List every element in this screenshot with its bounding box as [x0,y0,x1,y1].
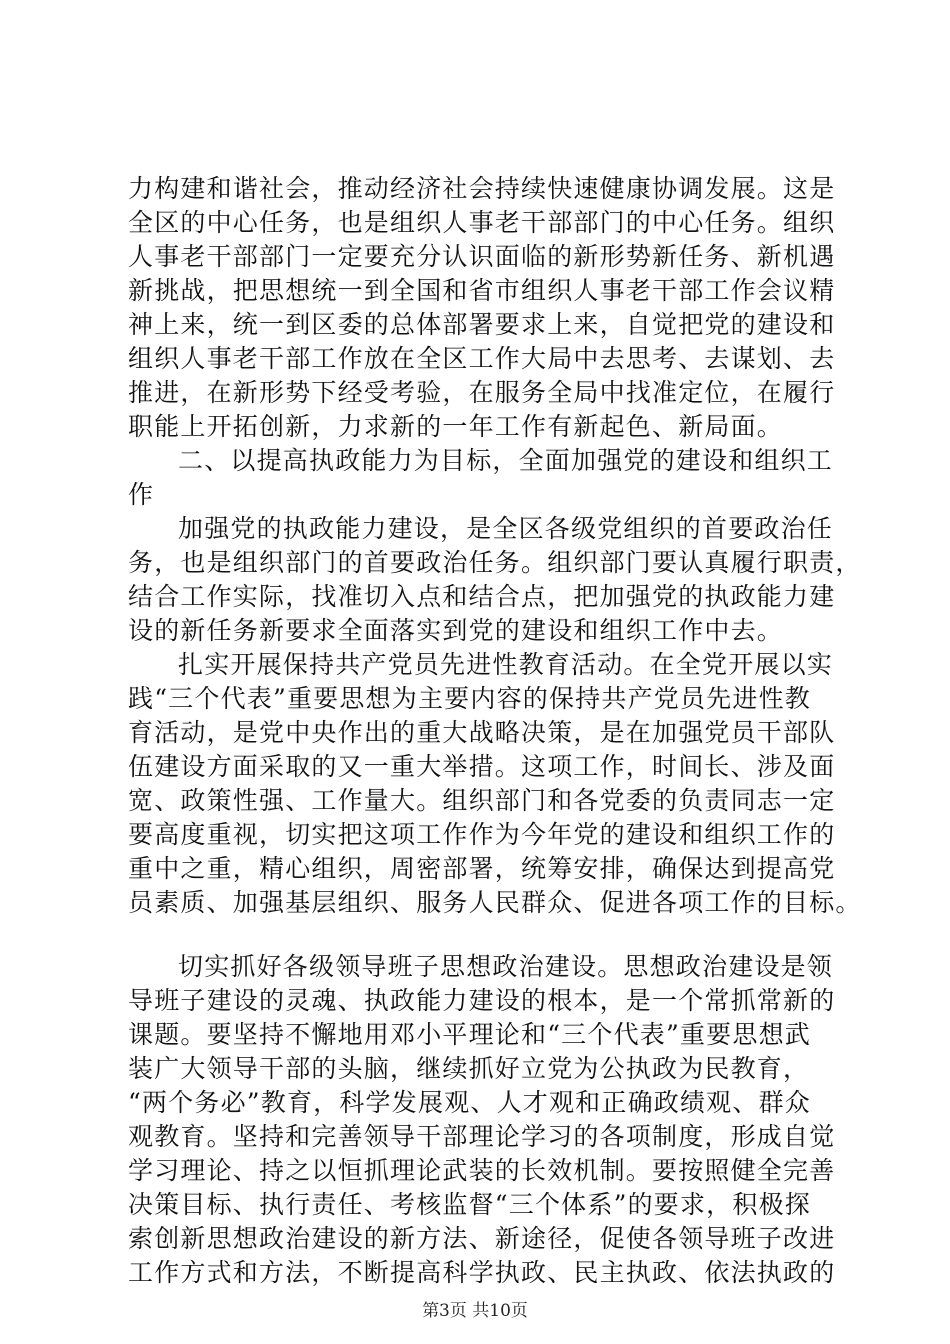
text-line: “两个务必”教育，科学发展观、人才观和正确政绩观、群众 [128,1088,811,1117]
text-line: 结合工作实际，找准切入点和结合点，把加强党的执政能力建 [128,582,836,611]
text-line: 设的新任务新要求全面落实到党的建设和组织工作中去。 [128,616,784,645]
text-line: 全区的中心任务，也是组织人事老干部部门的中心任务。组织 [128,208,836,237]
text-line: 神上来，统一到区委的总体部署要求上来，自觉把党的建设和 [128,310,836,339]
text-line: 索创新思想政治建设的新方法、新途径，促使各领导班子改进 [128,1224,836,1253]
text-line: 育活动，是党中央作出的重大战略决策，是在加强党员干部队 [128,718,836,747]
section-heading-line: 作 [128,480,155,509]
text-line: 观教育。坚持和完善领导干部理论学习的各项制度，形成自觉 [128,1122,836,1151]
text-line: 践“三个代表”重要思想为主要内容的保持共产党员先进性教 [128,684,811,713]
text-line: 课题。要坚持不懈地用邓小平理论和“三个代表”重要思想武 [128,1020,811,1049]
text-line: 力构建和谐社会，推动经济社会持续快速健康协调发展。这是 [128,174,836,203]
text-line: 决策目标、执行责任、考核监督“三个体系”的要求，积极探 [128,1190,811,1219]
text-line: 推进，在新形势下经受考验，在服务全局中找准定位，在履行 [128,378,836,407]
text-line: 员素质、加强基层组织、服务人民群众、促进各项工作的目标。 [128,888,862,917]
text-line: 职能上开拓创新，力求新的一年工作有新起色、新局面。 [128,412,784,441]
section-heading-line: 二、以提高执政能力为目标，全面加强党的建设和组织工 [178,446,834,475]
text-line: 重中之重，精心组织，周密部署，统筹安排，确保达到提高党 [128,854,836,883]
text-line: 人事老干部部门一定要充分认识面临的新形势新任务、新机遇 [128,242,836,271]
page-footer: 第3页 共10页 [422,1301,528,1321]
text-line: 新挑战，把思想统一到全国和省市组织人事老干部工作会议精 [128,276,836,305]
text-line: 切实抓好各级领导班子思想政治建设。思想政治建设是领 [178,952,834,981]
text-line: 扎实开展保持共产党员先进性教育活动。在全党开展以实 [178,650,834,679]
text-line: 伍建设方面采取的又一重大举措。这项工作，时间长、涉及面 [128,752,836,781]
text-line: 宽、政策性强、工作量大。组织部门和各党委的负责同志一定 [128,786,836,815]
text-line: 导班子建设的灵魂、执政能力建设的根本，是一个常抓常新的 [128,986,836,1015]
text-line: 学习理论、持之以恒抓理论武装的长效机制。要按照健全完善 [128,1156,836,1185]
text-line: 组织人事老干部工作放在全区工作大局中去思考、去谋划、去 [128,344,836,373]
text-line: 装广大领导干部的头脑，继续抓好立党为公执政为民教育， [128,1054,810,1083]
text-line: 加强党的执政能力建设，是全区各级党组织的首要政治任 [178,514,834,543]
text-line: 务，也是组织部门的首要政治任务。组织部门要认真履行职责， [128,548,862,577]
text-line: 工作方式和方法，不断提高科学执政、民主执政、依法执政的 [128,1258,836,1287]
text-line: 要高度重视，切实把这项工作作为今年党的建设和组织工作的 [128,820,836,849]
